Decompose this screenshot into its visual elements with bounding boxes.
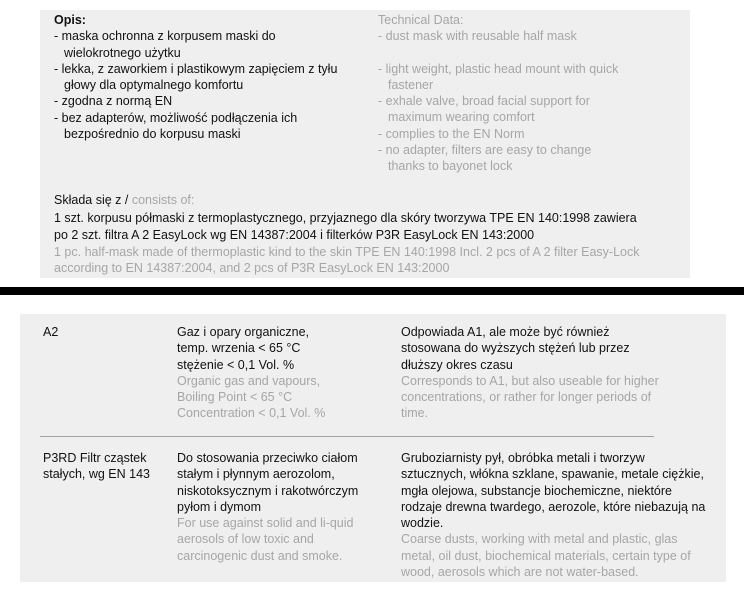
description-pl-heading: Opis: <box>54 13 86 27</box>
description-en-item: - complies to the EN Norm <box>378 126 525 141</box>
consists-heading-pl: Składa się z / <box>54 193 129 207</box>
section-divider-bar <box>0 287 744 295</box>
filter-code-a2: A2 <box>43 325 59 339</box>
filter-desc-p3rd <box>177 450 392 564</box>
filter-desc-pl-line: temp. wrzenia < 65 °C <box>177 341 301 356</box>
filter-desc-en-line: Boiling Point < 65 °C <box>177 390 293 405</box>
filter-note-pl: Gruboziarnisty pył, obróbka metali i tworzyw sztucznych, włókna szklane, spawanie, metale ciężkie, mgła olejowa, substancje biochemiczne, niektóre rodzaje drewna twardego, aerozole, które niebazują na wodzie. <box>401 451 706 531</box>
description-pl-item: - bez adapterów, możliwość podłączenia ich bezpośrednio do korpusu maski <box>54 110 298 142</box>
table-row-divider <box>40 436 654 437</box>
filter-desc-en: For use against solid and li-quid aerosols of low toxic and carcinogenic dust and smoke. <box>177 516 354 563</box>
filter-desc-pl-line: stężenie < 0,1 Vol. % <box>177 357 295 372</box>
filter-note-pl: Odpowiada A1, ale może być również stosowana do wyższych stężeń lub przez dłuższy okres czasu <box>401 325 630 372</box>
description-en-item: - exhale valve, broad facial support for maximum wearing comfort <box>378 94 590 125</box>
filter-desc-en-line: Concentration < 0,1 Vol. % <box>177 406 326 421</box>
filter-desc-a2 <box>177 324 392 422</box>
description-en-item: - light weight, plastic head mount with quick fastener <box>378 61 619 92</box>
filter-desc-pl-line: Gaz i opary organiczne, <box>177 325 310 339</box>
filter-note-en: Corresponds to A1, but also useable for higher concentrations, or rather for longer periods of time. <box>401 373 659 421</box>
description-en-item: - no adapter, filters are easy to change thanks to bayonet lock <box>378 143 592 174</box>
description-pl-item: - maska ochronna z korpusem maski do wielokrotnego użytku <box>54 29 276 60</box>
consists-heading-en: consists of: <box>131 193 195 207</box>
filter-note-a2 <box>401 324 701 422</box>
filter-note-p3rd <box>401 450 706 580</box>
consists-of-section <box>54 192 674 276</box>
description-en <box>378 12 678 175</box>
description-pl <box>54 12 354 142</box>
filter-code-p3rd: P3RD Filtr cząstek stałych, wg EN 143 <box>43 451 150 482</box>
description-en-item: - dust mask with reusable half mask <box>378 29 577 44</box>
consists-text-pl: 1 szt. korpusu półmaski z termoplastycznego, przyjaznego dla skóry tworzywa TPE EN 140:1998 zawiera po 2 szt. filtra A 2 EasyLock wg EN 14387:2004 i filterków P3R EasyLock EN 143:2000 <box>54 211 637 242</box>
description-en-heading: Technical Data: <box>378 13 464 27</box>
filter-desc-pl: Do stosowania przeciwko ciałom stałym i płynnym aerozolom, niskotoksycznym i rakotwórczym pyłom i dymom <box>177 451 359 514</box>
consists-text-en: 1 pc. half-mask made of thermoplastic kind to the skin TPE EN 140:1998 Incl. 2 pcs of A 2 filter Easy-Lock according to EN 14387:2004, and 2 pcs of P3R EasyLock EN 143:2000 <box>54 244 640 276</box>
filter-note-en: Coarse dusts, working with metal and plastic, glas metal, oil dust, biochemical materials, certain type of wood, aerosols which are not water-based. <box>401 532 691 580</box>
filter-desc-en-line: Organic gas and vapours, <box>177 373 321 388</box>
description-pl-item: - zgodna z normą EN <box>54 94 173 109</box>
description-pl-item: - lekka, z zaworkiem i plastikowym zapięciem z tyłu głowy dla optymalnego komfortu <box>54 61 338 93</box>
